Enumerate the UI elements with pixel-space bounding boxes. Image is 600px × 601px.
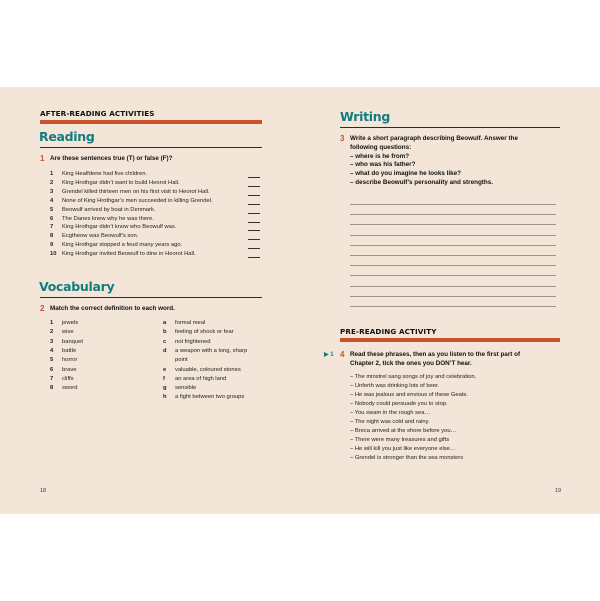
definition-letter: c [163, 338, 167, 345]
writing-title: Writing [340, 109, 391, 124]
answer-blank[interactable] [248, 195, 260, 196]
header-rule [340, 338, 560, 342]
header-rule [40, 120, 262, 124]
phrase-item[interactable]: – The minstrel sang songs of joy and celebration. [350, 374, 477, 380]
question-line: – what do you imagine he looks like? [350, 170, 461, 178]
phrase-item[interactable]: – He will kill you just like everyone else… [350, 446, 456, 452]
page-number: 18 [40, 488, 47, 494]
book-spread [0, 87, 600, 514]
item-number: 8 [50, 233, 54, 240]
answer-line[interactable] [350, 306, 556, 307]
right-page [300, 87, 600, 514]
answer-line[interactable] [350, 214, 556, 215]
answer-blank[interactable] [248, 248, 260, 249]
answer-line[interactable] [350, 275, 556, 276]
phrase-item[interactable]: – Nobody could persuade you to stop. [350, 401, 448, 407]
question-number: 2 [40, 304, 45, 313]
definition-letter: g [163, 385, 167, 392]
answer-line[interactable] [350, 235, 556, 236]
phrase-item[interactable]: – Grendel is stronger than the sea monsters [350, 455, 464, 461]
word-number: 5 [50, 357, 54, 364]
question-line: Write a short paragraph describing Beowulf. Answer the [350, 135, 518, 142]
question-line: Read these phrases, then as you listen to the first part of [350, 351, 521, 358]
answer-blank[interactable] [248, 257, 260, 258]
item-text: King Hrothgar didn’t want to build Heorot Hall. [62, 179, 180, 186]
reading-title: Reading [39, 129, 95, 144]
item-text: Ecgtheow was Beowulf’s son. [62, 233, 139, 240]
answer-blank[interactable] [248, 230, 260, 231]
definition-text: not frightened [175, 338, 211, 345]
answer-line[interactable] [350, 265, 556, 266]
word-text: banquet [62, 338, 83, 345]
question-line: – describe Beowulf’s personality and strengths. [350, 179, 493, 186]
audio-track-icon[interactable] [324, 351, 334, 358]
word-number: 3 [50, 338, 54, 345]
definition-letter: a [163, 320, 167, 326]
word-number: 6 [50, 366, 54, 373]
definition-text: sensible [175, 385, 197, 392]
after-reading-header: AFTER-READING ACTIVITIES [40, 109, 155, 118]
item-text: King Hrothgar invited Beowulf to dine in Heorot Hall. [62, 251, 196, 258]
phrase-item[interactable]: – He was jealous and envious of these Geats. [350, 392, 468, 398]
word-text: wise [62, 329, 74, 336]
writing-rule [340, 127, 560, 128]
word-number: 1 [50, 320, 54, 326]
question-number: 1 [40, 154, 45, 163]
definition-text: formal meal [175, 320, 206, 326]
vocabulary-title: Vocabulary [39, 279, 115, 294]
word-text: jewels [62, 320, 79, 326]
answer-line[interactable] [350, 286, 556, 287]
answer-blank[interactable] [248, 204, 260, 205]
definition-letter: b [163, 329, 167, 336]
item-number: 10 [50, 251, 57, 258]
question-line: – who was his father? [350, 161, 416, 169]
item-number: 6 [50, 215, 54, 222]
word-number: 7 [50, 375, 54, 382]
track-number: 1 [330, 352, 334, 358]
item-text: The Danes knew why he was there. [62, 215, 154, 222]
answer-line[interactable] [350, 296, 556, 297]
answer-line[interactable] [350, 245, 556, 246]
phrase-item[interactable]: – There were many treasures and gifts [350, 437, 450, 443]
item-text: King Healfdene had five children. [62, 171, 148, 177]
definition-text: an area of high land [175, 375, 227, 382]
item-number: 3 [50, 188, 54, 195]
word-number: 2 [50, 329, 54, 336]
definition-letter: h [163, 394, 167, 401]
answer-line[interactable] [350, 204, 556, 205]
word-text: sword [62, 385, 78, 392]
item-number: 7 [50, 224, 54, 231]
word-text: cliffs [62, 375, 74, 382]
question-text: Are these sentences true (T) or false (F)? [50, 155, 173, 162]
question-line: following questions: [350, 143, 412, 151]
item-number: 9 [50, 242, 54, 249]
definition-text: a weapon with a long, sharp [175, 347, 248, 354]
question-line: Chapter 2, tick the ones you DON’T hear. [350, 359, 472, 367]
word-text: horror [62, 357, 78, 364]
answer-blank[interactable] [248, 222, 260, 223]
answer-blank[interactable] [248, 213, 260, 214]
reading-rule [40, 147, 262, 148]
phrase-item[interactable]: – Unferth was drinking lots of beer. [350, 383, 440, 389]
pre-reading-header: PRE-READING ACTIVITY [340, 327, 437, 336]
item-text: King Hrothgar didn’t know who Beowulf was. [62, 224, 177, 231]
definition-text: valuable, coloured stones [175, 366, 241, 373]
definition-letter: e [163, 366, 167, 373]
item-number: 4 [50, 197, 54, 204]
answer-blank[interactable] [248, 177, 260, 178]
item-text: Beowulf arrived by boat in Denmark. [62, 206, 156, 213]
page-number: 19 [555, 488, 562, 494]
definition-letter: f [163, 375, 165, 382]
question-number: 4 [340, 350, 345, 359]
question-text: Match the correct definition to each word. [50, 305, 175, 312]
word-text: battle [62, 347, 77, 354]
answer-line[interactable] [350, 224, 556, 225]
vocabulary-rule [40, 297, 262, 298]
item-number: 1 [50, 171, 54, 177]
answer-blank[interactable] [248, 239, 260, 240]
answer-line[interactable] [350, 255, 556, 256]
item-number: 5 [50, 206, 54, 213]
item-number: 2 [50, 179, 54, 186]
item-text: None of King Hrothgar’s men succeeded in killing Grendel. [62, 197, 213, 204]
answer-blank[interactable] [248, 186, 260, 187]
question-number: 3 [340, 134, 345, 143]
definition-text: feeling of shock or fear [175, 329, 234, 336]
phrase-item[interactable]: – You swam in the rough sea… [350, 410, 431, 416]
play-icon: ▶ [324, 352, 329, 358]
word-number: 8 [50, 385, 54, 392]
item-text: Grendel killed thirteen men on his first visit to Heorot Hall. [62, 188, 210, 195]
definition-letter: d [163, 347, 167, 354]
left-page [0, 87, 300, 514]
definition-text: point [175, 357, 188, 364]
definition-text: a fight between two groups [175, 394, 245, 401]
word-number: 4 [50, 347, 54, 354]
item-text: King Hrothgar stopped a feud many years ago. [62, 242, 183, 249]
question-line: – where is he from? [350, 152, 410, 160]
phrase-item[interactable]: – The night was cold and rainy. [350, 419, 430, 425]
word-text: brave [62, 366, 77, 373]
phrase-item[interactable]: – Breca arrived at the shore before you… [350, 428, 457, 434]
